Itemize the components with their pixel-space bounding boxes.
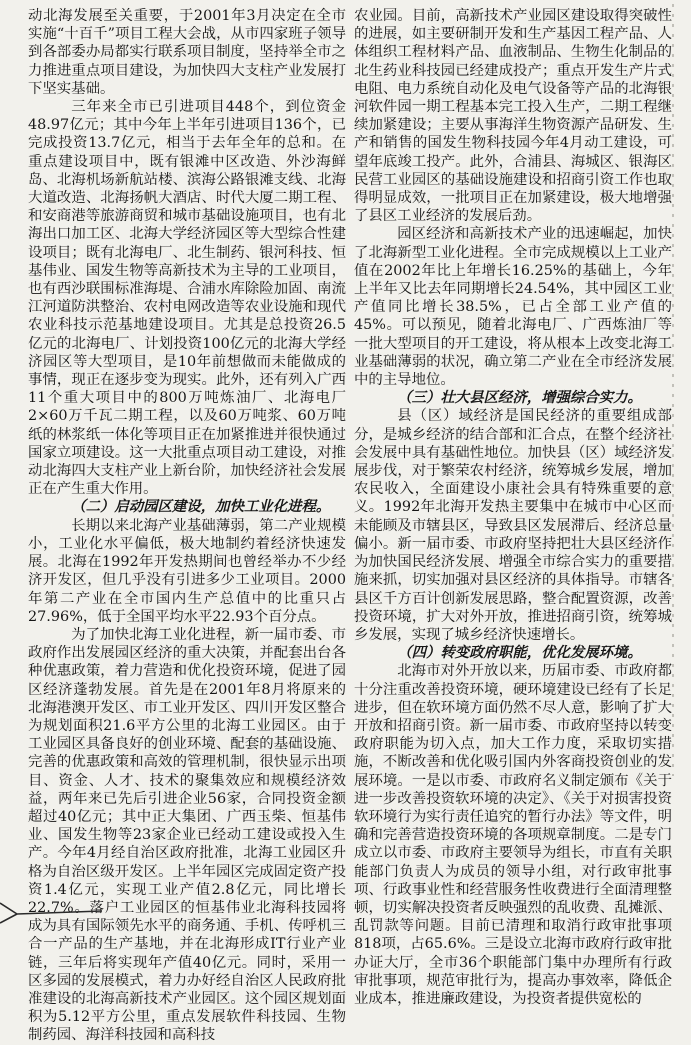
page-edge-dotted-line — [672, 4, 674, 776]
paragraph: 农业园。目前，高新技术产业园区建设取得突破性的进展，如主要研制开发和生产基因工程产品、人体组织工程材料产品、血液制品、生物生化制品的北生药业科技园已经建成投产；重点开发生产片式电阻、电力系统自动化及电气设备等产品的北海银河软件园一期工程基本完工投入生产，二期工程继续加紧建设；主要从事海洋生物资源产品研发、生产和销售的国发生物科技园今年4月动工建设，可望年底竣工投产。此外，合浦县、海城区、银海区民营工业园区的基础设施建设和招商引资工作也取得明显成效，一批项目正在加紧建设，极大地增强了县区工业经济的发展后劲。 — [354, 8, 672, 225]
paragraph: 北海市对外开放以来，历届市委、市政府都十分注重改善投资环境，硬环境建设已经有了长足进步，但在软环境方面仍然不尽人意，影响了扩大开放和招商引资。新一届市委、市政府坚持以转变政府职能为切入点，加大工作力度，采取切实措施，不断改善和优化吸引国内外客商投资创业的发展环境。一是以市委、市政府名义制定颁布《关于进一步改善投资软环境的决定》、《关于对损害投资软环境行为实行责任追究的暂行办法》等文件，明确和完善营造投资环境的各项规章制度。二是专门成立以市委、市政府主要领导为组长，市直有关职能部门负责人为成员的领导小组，对行政审批事项、行政事业性和经营服务性收费进行全面清理整顿，切实解决投资者反映强烈的乱收费、乱摊派、乱罚款等问题。目前已清理和取消行政审批事项818项，占65.6%。三是设立北海市政府行政审批办证大厅，全市36个职能部门集中办理所有行政审批事项，规范审批行为，提高办事效率，降低企业成本，推进廉政建设，为投资者提供宽松的 — [354, 663, 672, 1007]
left-column — [28, 7, 346, 1045]
paragraph: 动北海发展至关重要，于2001年3月决定在全市实施“十百千”项目工程大会战，从市四家班子领导到各部委办局都实行联系项目制度，坚持举全市之力推进重点项目建设，为加快四大支柱产业发展打下坚实基础。 — [28, 8, 346, 97]
paragraph: 长期以来北海产业基础薄弱，第二产业规模小，工业化水平偏低，极大地制约着经济快速发展。北海在1992年开发热期间也曾经举办不少经济开发区，但几乎没有引进多少工业项目。2000年第二产业在全市国内生产总值中的比重只占27.96%，低于全国平均水平22.93个百分点。 — [28, 517, 346, 625]
paragraph: 园区经济和高新技术产业的迅速崛起，加快了北海新型工业化进程。全市完成规模以上工业产值在2002年比上年增长16.25%的基础上，今年上半年又比去年同期增长24.54%，其中园区工业产值同比增长38.5%，已占全部工业产值的45%。可以预见，随着北海电厂、广西炼油厂等一批大型项目的开工建设，将从根本上改变北海工业基础薄弱的状况，确立第二产业在全市经济发展中的主导地位。 — [354, 226, 672, 389]
section-heading: （三）壮大县区经济，增强综合实力。 — [397, 389, 642, 407]
paragraph: 三年来全市已引进项目448个，到位资金48.97亿元；其中今年上半年引进项目136个，已完成投资13.7亿元，相当于去年全年的总和。在重点建设项目中，既有银滩中区改造、外沙海鲜岛、北海机场新航站楼、滨海公路银滩支线、北海大道改造、北海扬帆大酒店、时代大厦二期工程、和安商港等旅游商贸和城市基础设施项目，也有北海出口加工区、北海大学经济园区等大型综合性建设项目；既有北海电厂、北生制药、银河科技、恒基伟业、国发生物等高新技术为主导的工业项目，也有西沙联围标准海堤、合浦水库除险加固、南流江河道防洪整治、农村电网改造等农业设施和现代农业科技示范基地建设项目。尤其是总投资26.5亿元的北海电厂、计划投资100亿元的北海大学经济园区等大型项目，是10年前想做而未能做成的事情，现正在逐步变为现实。此外，还有列入广西11个重大项目中的800万吨炼油厂、北海电厂2×60万千瓦二期工程，以及60万吨浆、60万吨纸的林浆纸一体化等项目正在加紧推进并很快通过国家立项建设。这一大批重点项目动工建设，对推动北海四大支柱产业上新台阶，加快经济社会发展正在产生重大作用。 — [28, 99, 346, 498]
section-heading: （二）启动园区建设，加快工业化进程。 — [71, 498, 331, 516]
paragraph: 县（区）域经济是国民经济的重要组成部分，是城乡经济的结合部和汇合点，在整个经济社会发展中具有基础性地位。加快县（区）域经济发展步伐，对于繁荣农村经济，统筹城乡发展，增加农民收入，全面建设小康社会具有特殊重要的意义。1992年北海开发热主要集中在城市中心区而未能顾及市辖县区，导致县区发展滞后、经济总量偏小。新一届市委、市政府坚持把壮大县区经济作为加快国民经济发展、增强全市综合实力的重要措施来抓，切实加强对县区经济的具体指导。市辖各县区千方百计创新发展思路，整合配置资源，改善投资环境，扩大对外开放，推进招商引资，统筹城乡发展，实现了城乡经济快速增长。 — [354, 408, 672, 643]
paragraph: 为了加快北海工业化进程，新一届市委、市政府作出发展园区经济的重大决策，并配套出台各种优惠政策，着力营造和优化投资环境，促进了园区经济蓬勃发展。首先是在2001年8月将原来的北海港澳开发区、市工业开发区、四川开发区整合为规划面积21.6平方公里的北海工业园区。由于工业园区具备良好的创业环境、配套的基础设施、完善的优惠政策和高效的管理机制，很快显示出项目、资金、人才、技术的聚集效应和规模经济效益，两年来已先后引进企业56家，合同投资金额超过40亿元；其中正大集团、广西玉柴、恒基伟业、国发生物等23家企业已经动工建设或投入生产。今年4月经自治区政府批准，北海工业园区升格为自治区级开发区。上半年园区完成固定资产投资1.4亿元，实现工业产值2.8亿元，同比增长22.7%。落户工业园区的恒基伟业北海科技园将成为具有国际领先水平的商务通、手机、传呼机三合一产品的生产基地，并在北海形成IT行业产业链，三年后将实现年产值40亿元。同时，采用一区多园的发展模式，着力办好经自治区人民政府批准建设的北海高新技术产业园区。这个园区规划面积为5.12平方公里，重点发展软件科技园、生物制药园、海洋科技园和高科技 — [28, 626, 346, 1044]
right-column — [354, 7, 672, 1008]
footnote-rule-mark — [0, 895, 110, 935]
section-heading: （四）转变政府职能，优化发展环境。 — [397, 644, 642, 662]
